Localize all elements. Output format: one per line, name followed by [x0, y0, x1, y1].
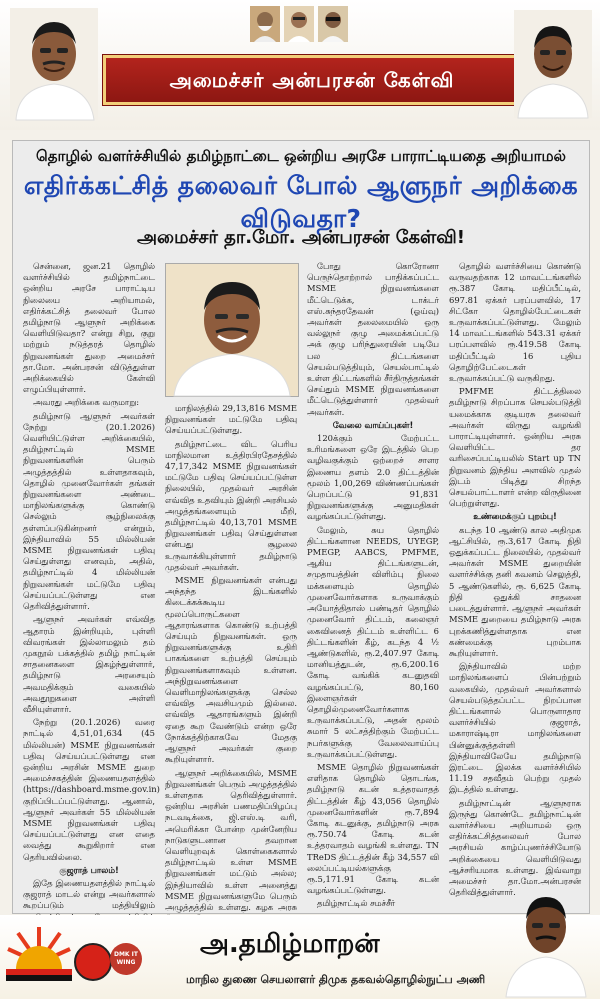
paragraph: இதே இணையதளத்தில் நாட்டில் குஜராத் மாடல் என்று அவர்களால் கூறப்படும் மத்தியிலும்	[23, 877, 155, 911]
paragraph: மாநிலத்தில் 29,13,816 MSME நிறுவனங்கள் மட்டுமே பதிவு செய்யப்பட்டுள்ளது.	[165, 403, 297, 436]
paragraph: MSME தொழில் நிறுவனங்கள் எளிதாக தொழில் தொடங்க, தமிழ்நாடு கடன் உத்தரவாதத் திட்டத்தின் கீழ் 43,056 தொழில் முனைவோர்களின் ரூ.7,894 கோடி கடனுக்கு, தமிழ்நாடு அரசு ரூ.750.74 கோடி கடன் உத்தரவாதம் வழங்கி உள்ளது. TN TReDS திட்டத்தின் கீழ் 34,557 வி லைப்பட்டியல்களுக்கு ரூ.5,171.91 கோடி கடன் வழங்கப்பட்டுள்ளது.	[307, 761, 439, 896]
article-column-3	[307, 261, 439, 909]
deputy-leader-photo	[514, 10, 592, 118]
page-footer	[0, 915, 600, 999]
paragraph: கடந்த 10 ஆண்டு கால அதிமுக ஆட்சியில், ரூ.3,617 கோடி நிதி ஒதுக்கப்பட்ட நிலையில், முதல்வர் அவர்கள் MSME துறையின் வளர்ச்சிக்கு தனி கவனம் செலுத்தி, 5 ஆண்டுகளில், ரூ. 6,625 கோடி நிதி ஒதுக்கி சாதனை படைத்துள்ளார். ஆளுநர் அவர்கள் MSME துறையை தமிழ்நாடு அரசு புறக்கணித்துள்ளதாக என கண்மைக்கு புறம்பாக கூறியுள்ளார்.	[449, 524, 581, 658]
news-article	[12, 140, 590, 914]
author-name: அ.தமிழ்மாறன்	[200, 929, 380, 959]
author-photo	[504, 881, 588, 997]
section-subheading: உண்மைக்குப் புறம்பு!	[473, 511, 557, 522]
paragraph: நேற்று (20.1.2026) வரை நாட்டில் 4,51,01,634 (45 மில்லியன்) MSME நிறுவனங்கள் பதிவு செய்யப்பட்டுள்ளது என ஒன்றிய அரசின் MSME துறை அமைச்சகத்தின் இணையதளத்தில் (https://dashboard.msme.gov.in) குறிப்பிடப்பட்டுள்ளது. ஆனால், ஆளுநர் அவர்கள் 55 மில்லியன் MSME நிறுவனங்கள் பதிவு செய்யப்பட்டுள்ளது என எதை வைத்து கூறுகிறார் என தெரியவில்லை.	[23, 717, 160, 862]
paragraph: PMFME திட்டத்திலை தமிழ்நாடு சிறப்பாக செயல்படுத்தி யமைக்காக குடியரசு தலைவர் அவர்கள் விருது வழங்கி பாராட்டியுள்ளார். ஒன்றிய அரசு வெளியிட்ட தர வரிசைப்பட்டியலில் Start up TN நிறுவனம் இந்திய அளவில் முதல் இடம் பிடித்து சிறந்த செயல்பாட்டாளர் என்ற விருதினை பெற்றுள்ளது.	[449, 386, 581, 509]
paragraph: தமிழ்நாட்டின் ஆளுநராக இருந்து கொண்டே தமிழ்நாட்டின் வளர்ச்சியை அறியாமல் ஒரு எதிர்க்கட்சித்தலைவர் போல அரசியல் காழ்ப்புணர்ச்சியோடு அறிக்கையை வெளியிடுவது ஆச்சரியமாக உள்ளது. இவ்வாறு அமைச்சர் தா.மோ.அன்பரசன் தெரிவித்துள்ளார்.	[449, 797, 581, 898]
section-subheading: வேலை வாய்ப்புகள்!	[332, 419, 414, 430]
paragraph: 120க்கும் மேற்பட்ட உரிமங்களை ஒரே இடத்தில் பெற வழிவகுக்கும் ஒற்றைச் சாளர இணைய தளம் 2.0 திட்டத்தின் மூலம் 1,00,269 விண்ணப்பங்கள் பெறப்பட்டு 91,831 நிறுவனங்களுக்கு அனுமதிகள் வழங்கப்பட்டுள்ளது.	[307, 433, 439, 522]
article-kicker: தொழில் வளர்ச்சியில் தமிழ்நாட்டை ஒன்றிய அரசே பாராட்டியதை அறியாமல்	[36, 147, 566, 165]
paragraph: ஆளுநர் அறிக்கையில், MSME நிறுவனங்கள் பெரும் அழுத்தத்தில் உள்ளதாக தெரிவித்துள்ளார். ஒன்றிய அரசின் பணமதிப்பிழப்பு நடவடிக்கை, ஜி.எஸ்.டி வரி, அமெரிக்கா போன்ற முன்னேறிய நாடுகளுடனான தவறான வெளியுறவுக் கொள்கைகளால் தமிழ்நாட்டில் உள்ள MSME நிறுவனங்கள் மட்டும் அல்ல; இந்தியாவில் உள்ள அனைத்து MSME நிறுவனங்களுமே பெரும் அழுத்தத்தில் உள்ளது. கழக அரசு	[165, 767, 297, 912]
page-header	[0, 0, 600, 130]
paragraph: இந்தியாவில் மற்ற மாநிலங்களைப் பின்பற்றும் வகையில், முதல்வர் அவர்களால் செயல்படுத்தப்பட்ட நிறப்பான திட்டங்களால் பொருளாதார வளர்ச்சியில் குஜராத், மகாராஷ்டிரா மாநிலங்களை பின்னுக்குத்தள்ளி இந்தியாவிலேயே தமிழ்நாடு இரட்டை இலக்க வளர்ச்சியில் 11.19 சதவீதம் பெற்று முதல் இடத்தில் உள்ளது.	[449, 661, 581, 795]
paragraph: அவரது அறிக்கை வருமாறு:	[33, 397, 140, 408]
article-headline: எதிர்க்கட்சித் தலைவர் போல் ஆளுநர் அறிக்கை விடுவதா?	[23, 171, 579, 233]
leader-portrait-2	[284, 6, 314, 42]
leader-portraits	[250, 6, 350, 42]
banner-title: அமைச்சர் அன்பரசன் கேள்வி	[103, 55, 521, 105]
leader-portrait-3	[318, 6, 348, 42]
author-title: மாநில துணை செயலாளர் திமுக தகவல்தொழில்நுட்ப அணி	[186, 973, 486, 986]
paragraph: சென்னை, ஜன.21 தொழில் வளர்ச்சியில் தமிழ்நாட்டை ஒன்றிய அரசே பாராட்டிய நிலையை அறியாமல், எதிர்க்கட்சித் தலைவர் போல தமிழ்நாடு ஆளுநர் அறிக்கை வெளியிடுவதா? என்று சிறு, குறு மற்றும் நடுத்தரத் தொழில் நிறுவனங்கள் துறை அமைச்சர் தா.மோ. அன்பரசன் விடுத்துள்ள அறிக்கையில் கேள்வி எழுப்பியுள்ளார்.	[23, 261, 155, 395]
paragraph: MSME நிறுவனங்கள் என்பது அந்தந்த இடங்களில் கிடைக்கக்கூடிய மூலப்பொருட்களை ஆதாரங்களாக கொண்டு உற்பத்தி செய்யும் நிறுவனங்கள். ஒரு நிறுவனங்களுக்கு உதிரி பாகங்களை உற்பத்தி செய்யும் நிறுவனங்களாகவும் உள்ளன. அந்நிறுவனங்களை வெளிமாநிலங்களுக்கு செல்ல எவ்வித அவசியமும் இல்லை. எவ்வித ஆதாரங்களும் இன்றி ஏதை கூற வேண்டும் என்ற ஒரே நோக்கத்திற்காகவே மேதகு ஆளுநர் அவர்கள் குறை கூறியுள்ளார்.	[165, 575, 297, 765]
party-flag-icon	[74, 943, 112, 981]
paragraph: ஆளுநர் அவர்கள் எவ்வித ஆதாரம் இன்றியும், புள்ளி விவரங்கள் இல்லாமலும் தம் முகநூல் பக்கத்தில் தமிழ் நாட்டின் சாதனைகளை இகழ்ந்துள்ளார், தமிழ்நாடு அரசையும் அவமதிக்கும் வகையில் அவதூறுகளை அள்ளி வீசியுள்ளார்.	[23, 614, 155, 714]
chief-minister-photo	[10, 8, 98, 120]
paragraph: தொழில் வளர்ச்சியை கொண்டு வருவதற்காக 12 மாவட்டங்களில் ரூ.387 கோடி மதிப்பீட்டில், 697.81 ஏக்கர் பரப்பளவில், 17 சிட்கோ தொழில்பேட்டைகள் உருவாக்கப்பட்டுள்ளது. மேலும் 14 மாவட்டங்களில் 543.31 ஏக்கர் பரப்பளவில் ரூ.419.58 கோடி மதிப்பீட்டில் 16 புதிய தொழிற்பேட்டைகள் உருவாக்கப்பட்டு வருகிறது.	[449, 261, 581, 384]
minister-photo	[165, 263, 299, 397]
paragraph: மேலும், சுய தொழில் திட்டங்களான NEEDS, UYEGP, PMEGP, AABCS, PMFME, ஆகிய திட்டங்களுடன், சமுதாயத்தின் விளிம்பு நிலை மக்களையும் தொழில் முனைவோர்களாக உருவாக்கும் அயோத்திதாஸ் பண்டிதர் தொழில் முனைவோர் திட்டம், கலைஞர் கைவினைத் திட்டம் உள்ளிட்ட 6 திட்டங்களின் கீழ், கடந்த 4 ½ ஆண்டுகளில், ரூ.2,407.97 கோடி மானியத்துடன், ரூ.6,200.16 கோடி வங்கிக் கடனுதவி வழங்கப்பட்டு, 80,160 இளைஞர்கள் தொழில்முனைவோர்களாக உருவாக்கப்பட்டு, அதன் மூலம் சுமார் 5 லட்சத்திற்கும் மேற்பட்ட நபர்களுக்கு வேலைவாய்ப்பு உருவாக்கப்பட்டுள்ளது.	[307, 524, 439, 759]
article-subhead: அமைச்சர் தா.மோ. அன்பரசன் கேள்வி!	[137, 227, 465, 248]
rising-sun-icon	[6, 923, 72, 989]
section-subheading: குஜராத் பாலம்!	[59, 864, 119, 875]
article-column-1	[23, 261, 160, 911]
article-column-4	[449, 261, 581, 909]
leader-portrait-1	[250, 6, 280, 42]
paragraph: தமிழ்நாட்டை விட பெரிய மாநிலமான உத்திரபிரதேசத்தில் 47,17,342 MSME நிறுவனங்கள் மட்டுமே பதிவு செய்யப்பட்டுள்ள நிலையில், முதல்வர் அரசின் எவ்வித உதவியும் இன்றி அரசியல் அழுத்தங்களையும் மீறி, தமிழ்நாட்டில் 40,13,701 MSME நிறுவனங்கள் பதிவு செய்துள்ளன என்பது சூழலை உருவாக்கியுள்ளார் தமிழ்நாடு முதல்வர் அவர்கள்.	[165, 438, 297, 572]
paragraph: தமிழ்நாட்டில் சமச்சீர்	[317, 898, 396, 909]
paragraph: போது கொரோனா பெருந்தொற்றால் பாதிக்கப்பட்ட MSME நிறுவனங்களை மீட்டெடுக்க, டாக்டர் எஸ்.சுந்தரதேவன் (ஓய்வு) அவர்கள் தலைமையில் ஒரு வல்லுநர் குழு அமைக்கப்பட்டு அக் குழு பரிந்துரையின் படியே பல திட்டங்களை செயல்படுத்தியும், செயல்பாட்டில் உள்ள திட்டங்களில் சீர்திருத்தங்கள் செய்தும் MSME நிறுவனங்களை மீட்டெடுத்துள்ளார் முதல்வர் அவர்கள்.	[307, 261, 439, 417]
party-it-wing-logo: DMK IT WING	[110, 943, 142, 975]
article-column-2	[165, 403, 297, 912]
paragraph: தமிழ்நாடு ஆளுநர் அவர்கள் நேற்று (20.1.2026) வெளியிட்டுள்ள அறிக்கையில், தமிழ்நாட்டில் MSME நிறுவனங்களின் பெரும் அழுத்தத்தில் உள்ளதாகவும், தொழில் முனைவோர்கள் தங்கள் நிறுவனங்களை அண்டை மாநிலங்களுக்கு கொண்டு செல்லும் சூழ்நிலைக்கு தள்ளப்படுகின்றனர் என்றும், இந்தியாவில் 55 மில்லியன் MSME நிறுவனங்கள் பதிவு செய்துள்ளது எனவும், அதில், தமிழ்நாட்டில் 4 மில்லியன் நிறுவனங்கள் மட்டுமே பதிவு செய்யப்பட்டுள்ளது என தெரிவித்துள்ளார்.	[23, 410, 155, 612]
